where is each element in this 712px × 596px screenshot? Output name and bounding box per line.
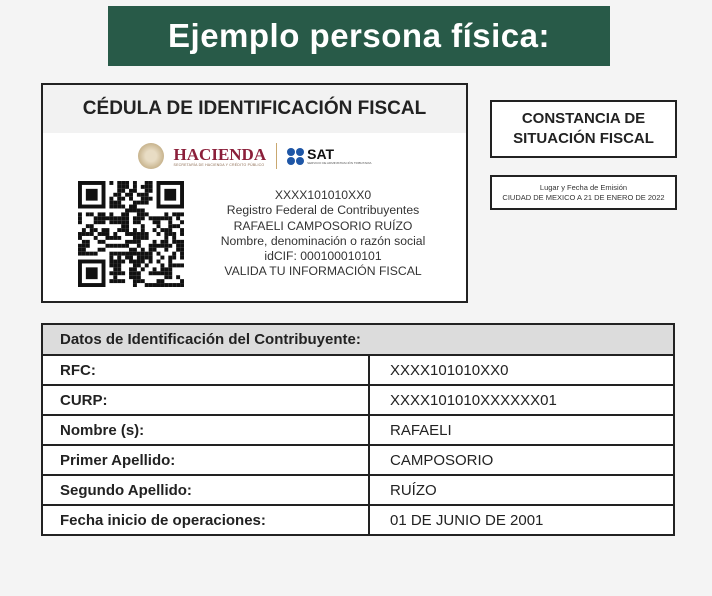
row-value: RAFAELI xyxy=(369,415,674,445)
row-value: 01 DE JUNIO DE 2001 xyxy=(369,505,674,535)
hacienda-logo-subtext: SECRETARÍA DE HACIENDA Y CRÉDITO PÚBLICO xyxy=(173,162,265,167)
logo-divider xyxy=(276,143,277,169)
table-row xyxy=(42,475,674,505)
name-caption: Nombre, denominación o razón social xyxy=(220,233,426,248)
row-label: RFC: xyxy=(42,355,369,385)
mexico-emblem-icon xyxy=(138,143,164,169)
sat-logo-subtext: SERVICIO DE ADMINISTRACIÓN TRIBUTARIA xyxy=(307,161,372,165)
cedula-title: CÉDULA DE IDENTIFICACIÓN FISCAL xyxy=(43,85,466,133)
row-label: Fecha inicio de operaciones: xyxy=(42,505,369,535)
constancia-title-line2: SITUACIÓN FISCAL xyxy=(513,130,654,147)
emision-value: CIUDAD DE MEXICO A 21 DE ENERO DE 2022 xyxy=(502,192,665,202)
logos xyxy=(43,141,466,171)
cedula-card xyxy=(41,83,468,303)
row-label: CURP: xyxy=(42,385,369,415)
sat-logo-text: SAT xyxy=(307,146,335,162)
table-row xyxy=(42,505,674,535)
constancia-title xyxy=(490,100,677,158)
cedula-info xyxy=(193,188,453,280)
validate-line: VALIDA TU INFORMACIÓN FISCAL xyxy=(224,264,422,279)
table-header: Datos de Identificación del Contribuyente: xyxy=(42,324,674,355)
qr-code-icon xyxy=(77,181,185,287)
row-value: RUÍZO xyxy=(369,475,674,505)
taxpayer-table xyxy=(41,323,675,536)
row-label: Primer Apellido: xyxy=(42,445,369,475)
row-value: CAMPOSORIO xyxy=(369,445,674,475)
sat-logo xyxy=(287,147,371,165)
emision-box xyxy=(490,175,677,210)
table-row xyxy=(42,355,674,385)
table-row xyxy=(42,415,674,445)
constancia-title-line1: CONSTANCIA DE xyxy=(521,110,646,127)
row-label: Nombre (s): xyxy=(42,415,369,445)
idcif-line: idCIF: 000100010101 xyxy=(264,249,382,264)
emision-label: Lugar y Fecha de Emisión xyxy=(539,182,628,192)
row-label: Segundo Apellido: xyxy=(42,475,369,505)
row-value: XXXX101010XXXXXX01 xyxy=(369,385,674,415)
rfc-caption: Registro Federal de Contribuyentes xyxy=(226,203,420,218)
table-row xyxy=(42,385,674,415)
row-value: XXXX101010XX0 xyxy=(369,355,674,385)
rfc-line: XXXX101010XX0 xyxy=(274,188,372,202)
page-title: Ejemplo persona física: xyxy=(108,6,610,66)
hacienda-logo xyxy=(174,146,267,167)
hacienda-logo-text: HACIENDA xyxy=(173,144,267,164)
name-line: RAFAELI CAMPOSORIO RUÍZO xyxy=(233,218,413,233)
table-row xyxy=(42,445,674,475)
sat-dots-icon xyxy=(287,148,304,165)
